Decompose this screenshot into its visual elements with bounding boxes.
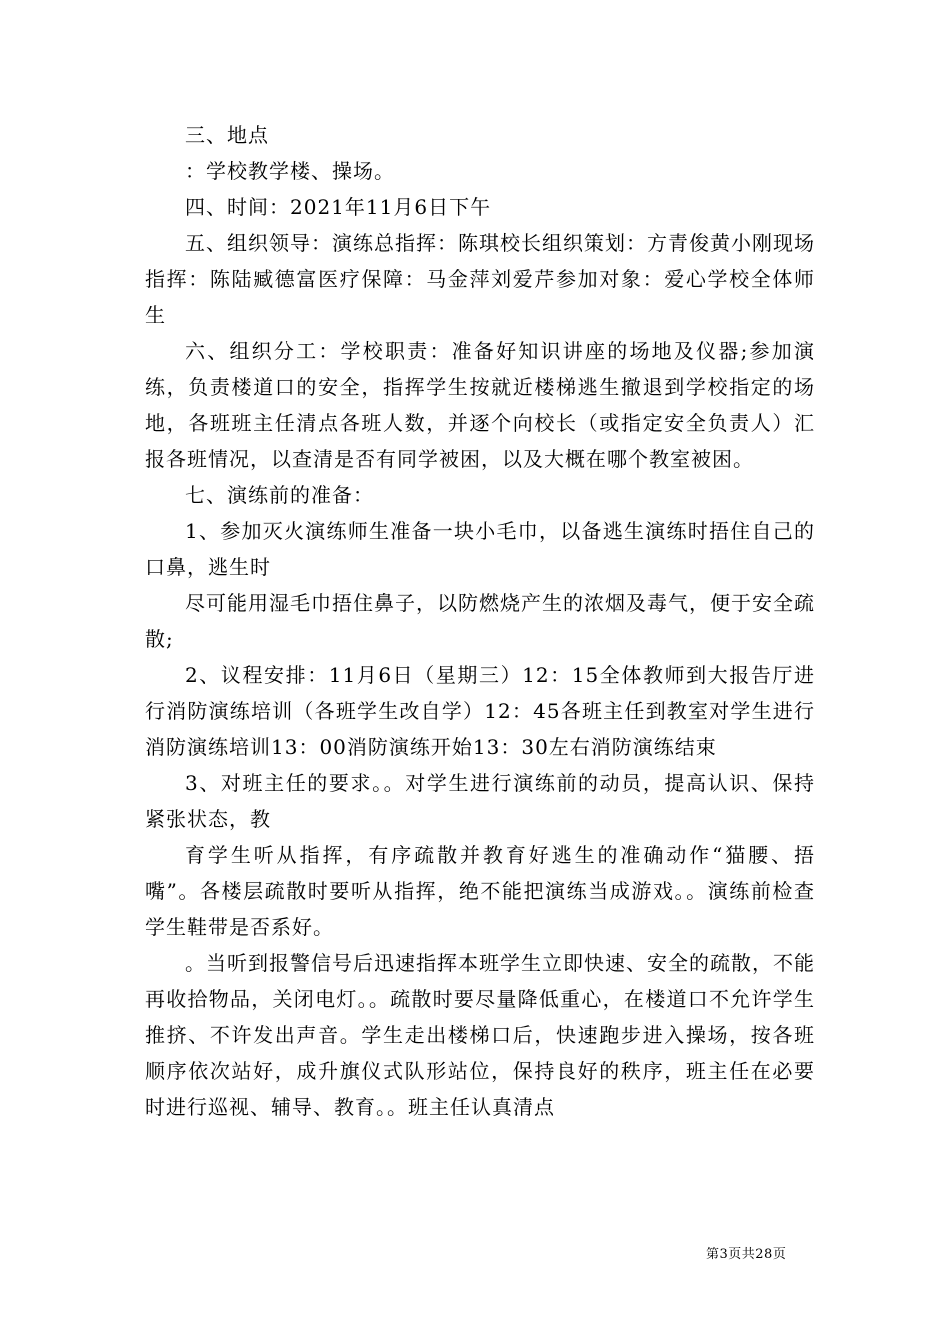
page-number-label: 第3页共28页 bbox=[706, 1247, 787, 1262]
paragraph-location-heading: 三、地点 bbox=[185, 123, 269, 147]
paragraph-agenda: 2、议程安排：11月6日（星期三）12：15全体教师到大报告厅进行消防演练培训（各班学生改自学）12：45各班主任到教室对学生进行消防演练培训13：00消防演练开始13：30左右消防演练结束 bbox=[145, 663, 815, 759]
paragraph-teacher-requirements-cont: 育学生听从指挥，有序疏散并教育好逃生的准确动作“猫腰、捂嘴”。各楼层疏散时要听从指挥，绝不能把演练当成游戏。。演练前检查学生鞋带是否系好。 bbox=[145, 843, 815, 939]
paragraph-organization-division: 六、组织分工：学校职责：准备好知识讲座的场地及仪器;参加演练，负责楼道口的安全，指挥学生按就近楼梯逃生撤退到学校指定的场地，各班班主任清点各班人数，并逐个向校长（或指定安全负责人）汇报各班情况，以查清是否有同学被困，以及大概在哪个教室被困。 bbox=[145, 339, 815, 471]
paragraph-organization-leadership: 五、组织领导：演练总指挥：陈琪校长组织策划：方青俊黄小刚现场指挥：陈陆臧德富医疗保障：马金萍刘爱芹参加对象：爱心学校全体师生 bbox=[145, 231, 815, 327]
paragraph-preparation-1: 1、参加灭火演练师生准备一块小毛巾，以备逃生演练时捂住自己的口鼻，逃生时 bbox=[145, 519, 815, 579]
paragraph-preparation-heading: 七、演练前的准备： bbox=[185, 483, 374, 507]
paragraph-time: 四、时间：2021年11月6日下午 bbox=[185, 195, 492, 219]
document-body bbox=[145, 117, 815, 1125]
paragraph-teacher-requirements: 3、对班主任的要求。。对学生进行演练前的动员，提高认识、保持紧张状态，教 bbox=[145, 771, 815, 831]
paragraph-location: ：学校教学楼、操场。 bbox=[185, 159, 395, 183]
paragraph-preparation-1-cont: 尽可能用湿毛巾捂住鼻子，以防燃烧产生的浓烟及毒气，便于安全疏散; bbox=[145, 591, 815, 651]
paragraph-evacuation: 。当听到报警信号后迅速指挥本班学生立即快速、安全的疏散，不能再收拾物品，关闭电灯。。疏散时要尽量降低重心，在楼道口不允许学生推挤、不许发出声音。学生走出楼梯口后，快速跑步进入操场，按各班顺序依次站好，成升旗仪式队形站位，保持良好的秩序，班主任在必要时进行巡视、辅导、教育。。班主任认真清点 bbox=[145, 951, 815, 1119]
